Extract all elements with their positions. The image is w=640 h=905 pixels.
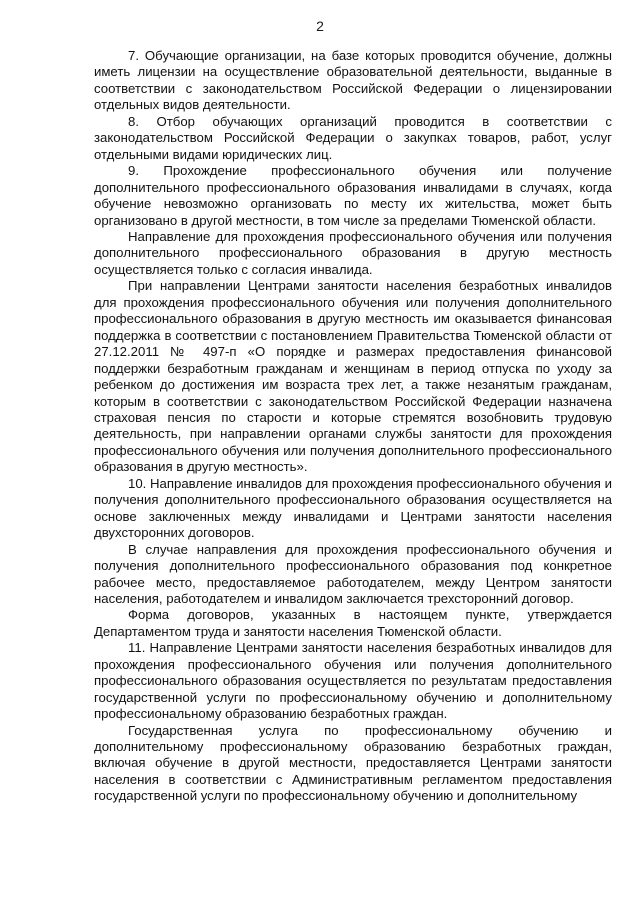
page-number: 2 — [316, 18, 324, 34]
paragraph-10-contract-form: Форма договоров, указанных в настоящем пункте, утверждается Департаментом труда и занятости населения Тюменской области. — [94, 607, 612, 639]
paragraph-10: 10. Направление инвалидов для прохождения профессионального обучения и получения дополнительного профессионального образования осуществляется на основе заключенных между инвалидами и Центрами занятости населения двухсторонних договоров. — [94, 475, 612, 541]
paragraph-9-consent: Направление для прохождения профессионального обучения или получения дополнительного профессионального образования в другую местность осуществляется только с согласия инвалида. — [94, 228, 612, 277]
paragraph-7: 7. Обучающие организации, на базе которых проводится обучение, должны иметь лицензии на осуществление образовательной деятельности, выданные в соответствии с законодательством Российской Федерации о лицензировании отдельных видов деятельности. — [94, 48, 612, 113]
paragraph-9-financial-support: При направлении Центрами занятости населения безработных инвалидов для прохождения профессионального обучения или получения дополнительного профессионального образования в другую местность им оказывается финансовая поддержка в соответствии с постановлением Правительства Тюменской области от 27.12.2011 № 497-п «О порядке и размерах предоставления финансовой поддержки безработным гражданам и женщинам в период отпуска по уходу за ребенком до достижения им возраста трех лет, а также незанятым гражданам, которым в соответствии с законодательством Российской Федерации назначена страховая пенсия по старости и которые стремятся возобновить трудовую деятельность, при направлении органами службы занятости для прохождения профессионального обучения или получения дополнительного профессионального образования в другую местность». — [94, 278, 612, 475]
paragraph-9: 9. Прохождение профессионального обучения или получение дополнительного профессионального образования инвалидами в случаях, когда обучение невозможно организовать по месту их жительства, может быть организовано в другой местности, в том числе за пределами Тюменской области. — [94, 163, 612, 228]
paragraph-10-tripartite: В случае направления для прохождения профессионального обучения и получения дополнительного профессионального образования под конкретное рабочее место, предоставляемое работодателем, между Центром занятости населения, работодателем и инвалидом заключается трехсторонний договор. — [94, 541, 612, 606]
paragraph-11: 11. Направление Центрами занятости населения безработных инвалидов для прохождения профессионального обучения или получения дополнительного профессионального образования осуществляется по результатам предоставления государственной услуги по профессиональному обучению и дополнительному профессиональному образованию безработных граждан. — [94, 640, 612, 722]
document-body — [94, 48, 612, 805]
paragraph-8: 8. Отбор обучающих организаций проводится в соответствии с законодательством Российской Федерации о закупках товаров, работ, услуг отдельными видами юридических лиц. — [94, 113, 612, 162]
paragraph-11-state-service: Государственная услуга по профессиональному обучению и дополнительному профессиональному образованию безработных граждан, включая обучение в другой местности, предоставляется Центрами занятости населения в соответствии с Административным регламентом предоставления государственной услуги по профессиональному обучению и дополнительному — [94, 722, 612, 804]
